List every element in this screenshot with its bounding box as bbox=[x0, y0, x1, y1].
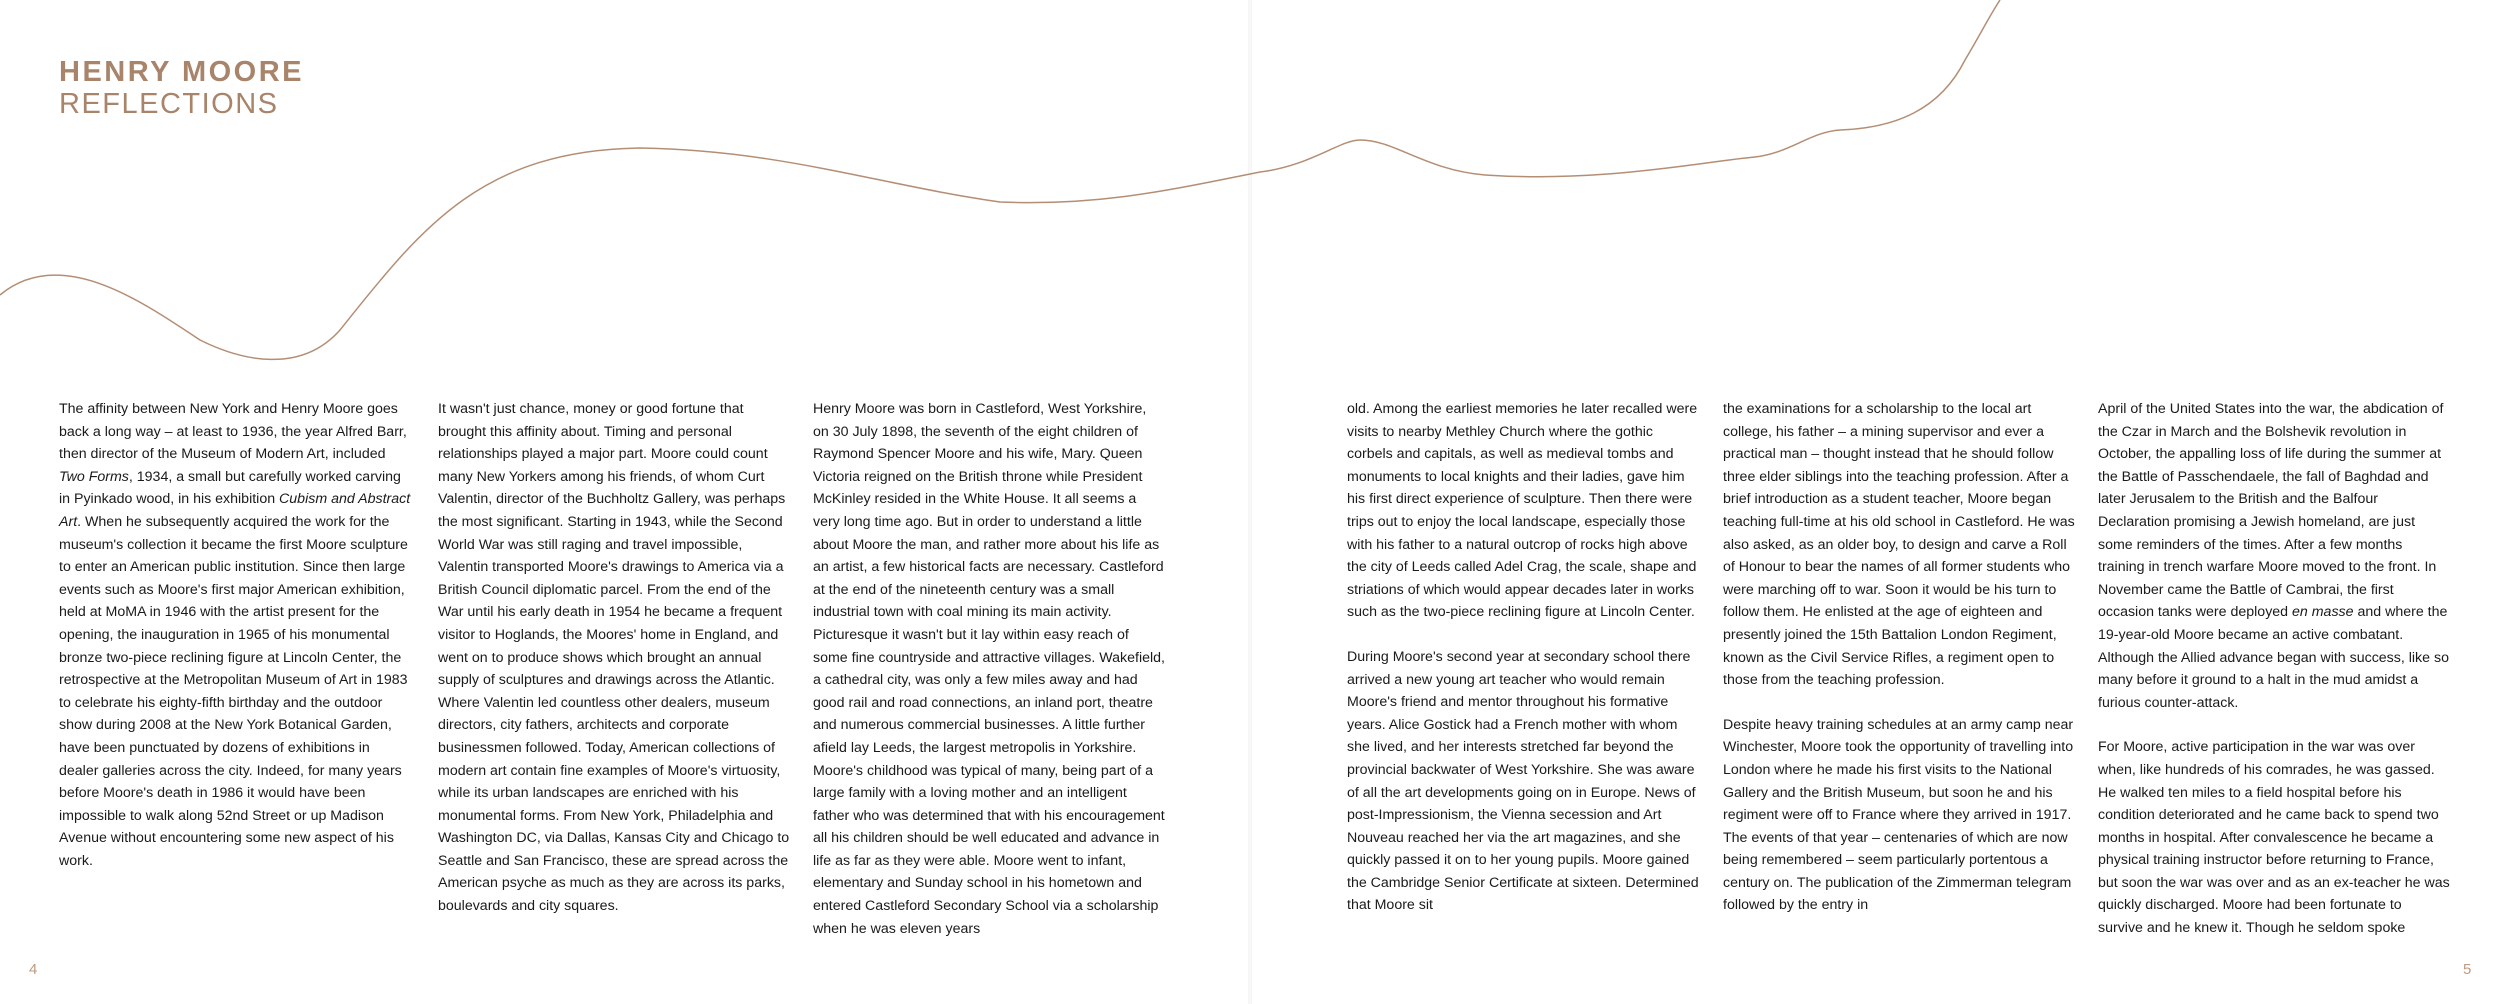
text-run: . When he subsequently acquired the work for the museum's collection it became the first Moore sculpture to enter an American public institution. Since then large events such as Moore's first major American exhibition, held at MoMA in 1946 with the artist present for the opening, the inauguration in 1965 of his monumental bronze two-piece reclining figure at Lincoln Center, the retrospective at the Metropolitan Museum of Art in 1983 to celebrate his eighty-fifth birthday and the outdoor show during 2008 at the New York Botanical Garden, have been punctuated by dozens of exhibitions in dealer galleries across the city. Indeed, for many years before Moore's death in 1986 it would have been impossible to walk along 52nd Street or up Madison Avenue without encountering some new aspect of his work. bbox=[59, 513, 408, 869]
column-6-paragraph-1 bbox=[2098, 398, 2450, 714]
italic-title: en masse bbox=[2292, 604, 2354, 621]
italic-title: Cubism and Abstract Art bbox=[59, 491, 411, 530]
text-column-6 bbox=[2098, 398, 2450, 940]
title-line-1: HENRY MOORE bbox=[59, 56, 305, 88]
column-4-paragraph-1 bbox=[1347, 398, 1699, 624]
text-run: and where the 19-year-old Moore became an active combatant. Although the Allied advance began with success, like so many before it ground to a halt in the mud amidst a furious counter-attack. bbox=[2098, 604, 2449, 711]
text-run: old. Among the earliest memories he later recalled were visits to nearby Methley Church where the gothic corbels and capitals, as well as medieval tombs and monuments to local knights and their ladies, gave him his first direct experience of sculpture. Then there were trips out to enjoy the local landscape, especially those with his father to a natural outcrop of rocks high above the city of Leeds called Adel Crag, the scale, shape and striations of which would appear decades later in works such as the two-piece reclining figure at Lincoln Center. bbox=[1347, 401, 1698, 621]
column-6-paragraph-2 bbox=[2098, 736, 2450, 939]
text-column-3 bbox=[813, 398, 1165, 940]
text-column-2 bbox=[438, 398, 790, 918]
text-run: the examinations for a scholarship to the local art college, his father – a mining supervisor and ever a practical man – thought instead that he should follow three elder siblings into the teaching profession. After a brief introduction as a student teacher, Moore began teaching full-time at his old school in Castleford. He was also asked, as an older boy, to design and carve a Roll of Honour to bear the names of all former students who were marching off to war. Soon it would be his turn to follow them. He enlisted at the age of eighteen and presently joined the 15th Battalion London Regiment, known as the Civil Service Rifles, a regiment open to those from the teaching profession. bbox=[1723, 401, 2075, 689]
text-run: For Moore, active participation in the war was over when, like hundreds of his comrades, he was gassed. He walked ten miles to a field hospital before his condition deteriorated and he came back to spend two months in hospital. After convalescence he became a physical training instructor before returning to France, but soon the war was over and as an ex-teacher he was quickly discharged. Moore had been fortunate to survive and he knew it. Though he seldom spoke bbox=[2098, 739, 2450, 937]
column-3-paragraph-1 bbox=[813, 398, 1165, 940]
decorative-flowing-line bbox=[0, 0, 2500, 400]
column-5-paragraph-2 bbox=[1723, 714, 2075, 917]
text-run: Henry Moore was born in Castleford, West Yorkshire, on 30 July 1898, the seventh of the eight children of Raymond Spencer Moore and his wife, Mary. Queen Victoria reigned on the British throne while President McKinley resided in the White House. It all seems a very long time ago. But in order to understand a little about Moore the man, and rather more about his life as an artist, a few historical facts are necessary. Castleford at the end of the nineteenth century was a small industrial town with coal mining its main activity. Picturesque it wasn't but it lay within easy reach of some fine countryside and attractive villages. Wakefield, a cathedral city, was only a few miles away and had good rail and road connections, an inland port, theatre and numerous commercial businesses. A little further afield lay Leeds, the largest metropolis in Yorkshire. Moore's childhood was typical of many, being part of a large family with a loving mother and an intelligent father who was determined that with his encouragement all his children should be well educated and advance in life as far as they were able. Moore went to infant, elementary and Sunday school in his hometown and entered Castleford Secondary School via a scholarship when he was eleven years bbox=[813, 401, 1165, 937]
text-run: Despite heavy training schedules at an army camp near Winchester, Moore took the opportunity of travelling into London where he made his first visits to the National Gallery and the British Museum, but soon he and his regiment were off to France where they arrived in 1917. The events of that year – centenaries of which are now being remembered – seem particularly portentous a century on. The publication of the Zimmerman telegram followed by the entry in bbox=[1723, 716, 2074, 914]
column-2-paragraph-1 bbox=[438, 398, 790, 918]
text-column-5 bbox=[1723, 398, 2075, 917]
text-column-1 bbox=[59, 398, 411, 872]
column-1-paragraph-1 bbox=[59, 398, 411, 872]
text-run: The affinity between New York and Henry Moore goes back a long way – at least to 1936, the year Alfred Barr, then director of the Museum of Modern Art, included bbox=[59, 401, 407, 463]
italic-title: Two Forms bbox=[59, 468, 129, 485]
title-line-2: REFLECTIONS bbox=[59, 88, 279, 120]
text-column-4 bbox=[1347, 398, 1699, 917]
column-5-paragraph-1 bbox=[1723, 398, 2075, 692]
curve-path bbox=[0, 0, 2000, 359]
text-run: April of the United States into the war, the abdication of the Czar in March and the Bolshevik revolution in October, the appalling loss of life during the summer at the Battle of Passchendaele, the fall of Baghdad and later Jerusalem to the British and the Balfour Declaration promising a Jewish homeland, are just some reminders of the times. After a few months training in trench warfare Moore moved to the front. In November came the Battle of Cambrai, the first occasion tanks were deployed bbox=[2098, 401, 2444, 621]
text-run: It wasn't just chance, money or good fortune that brought this affinity about. Timing and personal relationships played a major part. Moore could count many New Yorkers among his friends, of whom Curt Valentin, director of the Buchholtz Gallery, was perhaps the most significant. Starting in 1943, while the Second World War was still raging and travel impossible, Valentin transported Moore's drawings to America via a British Council diplomatic parcel. From the end of the War until his early death in 1954 he became a frequent visitor to Hoglands, the Moores' home in England, and went on to produce shows which brought an annual supply of sculptures and drawings across the Atlantic. Where Valentin led countless other dealers, museum directors, city fathers, architects and corporate businessmen followed. Today, American collections of modern art contain fine examples of Moore's virtuosity, while its urban landscapes are enriched with his monumental forms. From New York, Philadelphia and Washington DC, via Dallas, Kansas City and Chicago to Seattle and San Francisco, these are spread across the American psyche as much as they are across its parks, boulevards and city squares. bbox=[438, 401, 790, 915]
page-number-left: 4 bbox=[29, 961, 38, 978]
page-number-right: 5 bbox=[2463, 961, 2472, 978]
column-4-paragraph-2 bbox=[1347, 646, 1699, 917]
text-run: During Moore's second year at secondary school there arrived a new young art teacher who would remain Moore's friend and mentor throughout his formative years. Alice Gostick had a French mother with whom she lived, and her interests stretched far beyond the provincial backwater of West Yorkshire. She was aware of all the art developments going on in Europe. News of post-Impressionism, the Vienna secession and Art Nouveau reached her via the art magazines, and she quickly passed it on to her young pupils. Moore gained the Cambridge Senior Certificate at sixteen. Determined that Moore sit bbox=[1347, 648, 1699, 914]
text-run: , 1934, a small but carefully worked carving in Pyinkado wood, in his exhibition bbox=[59, 468, 401, 508]
